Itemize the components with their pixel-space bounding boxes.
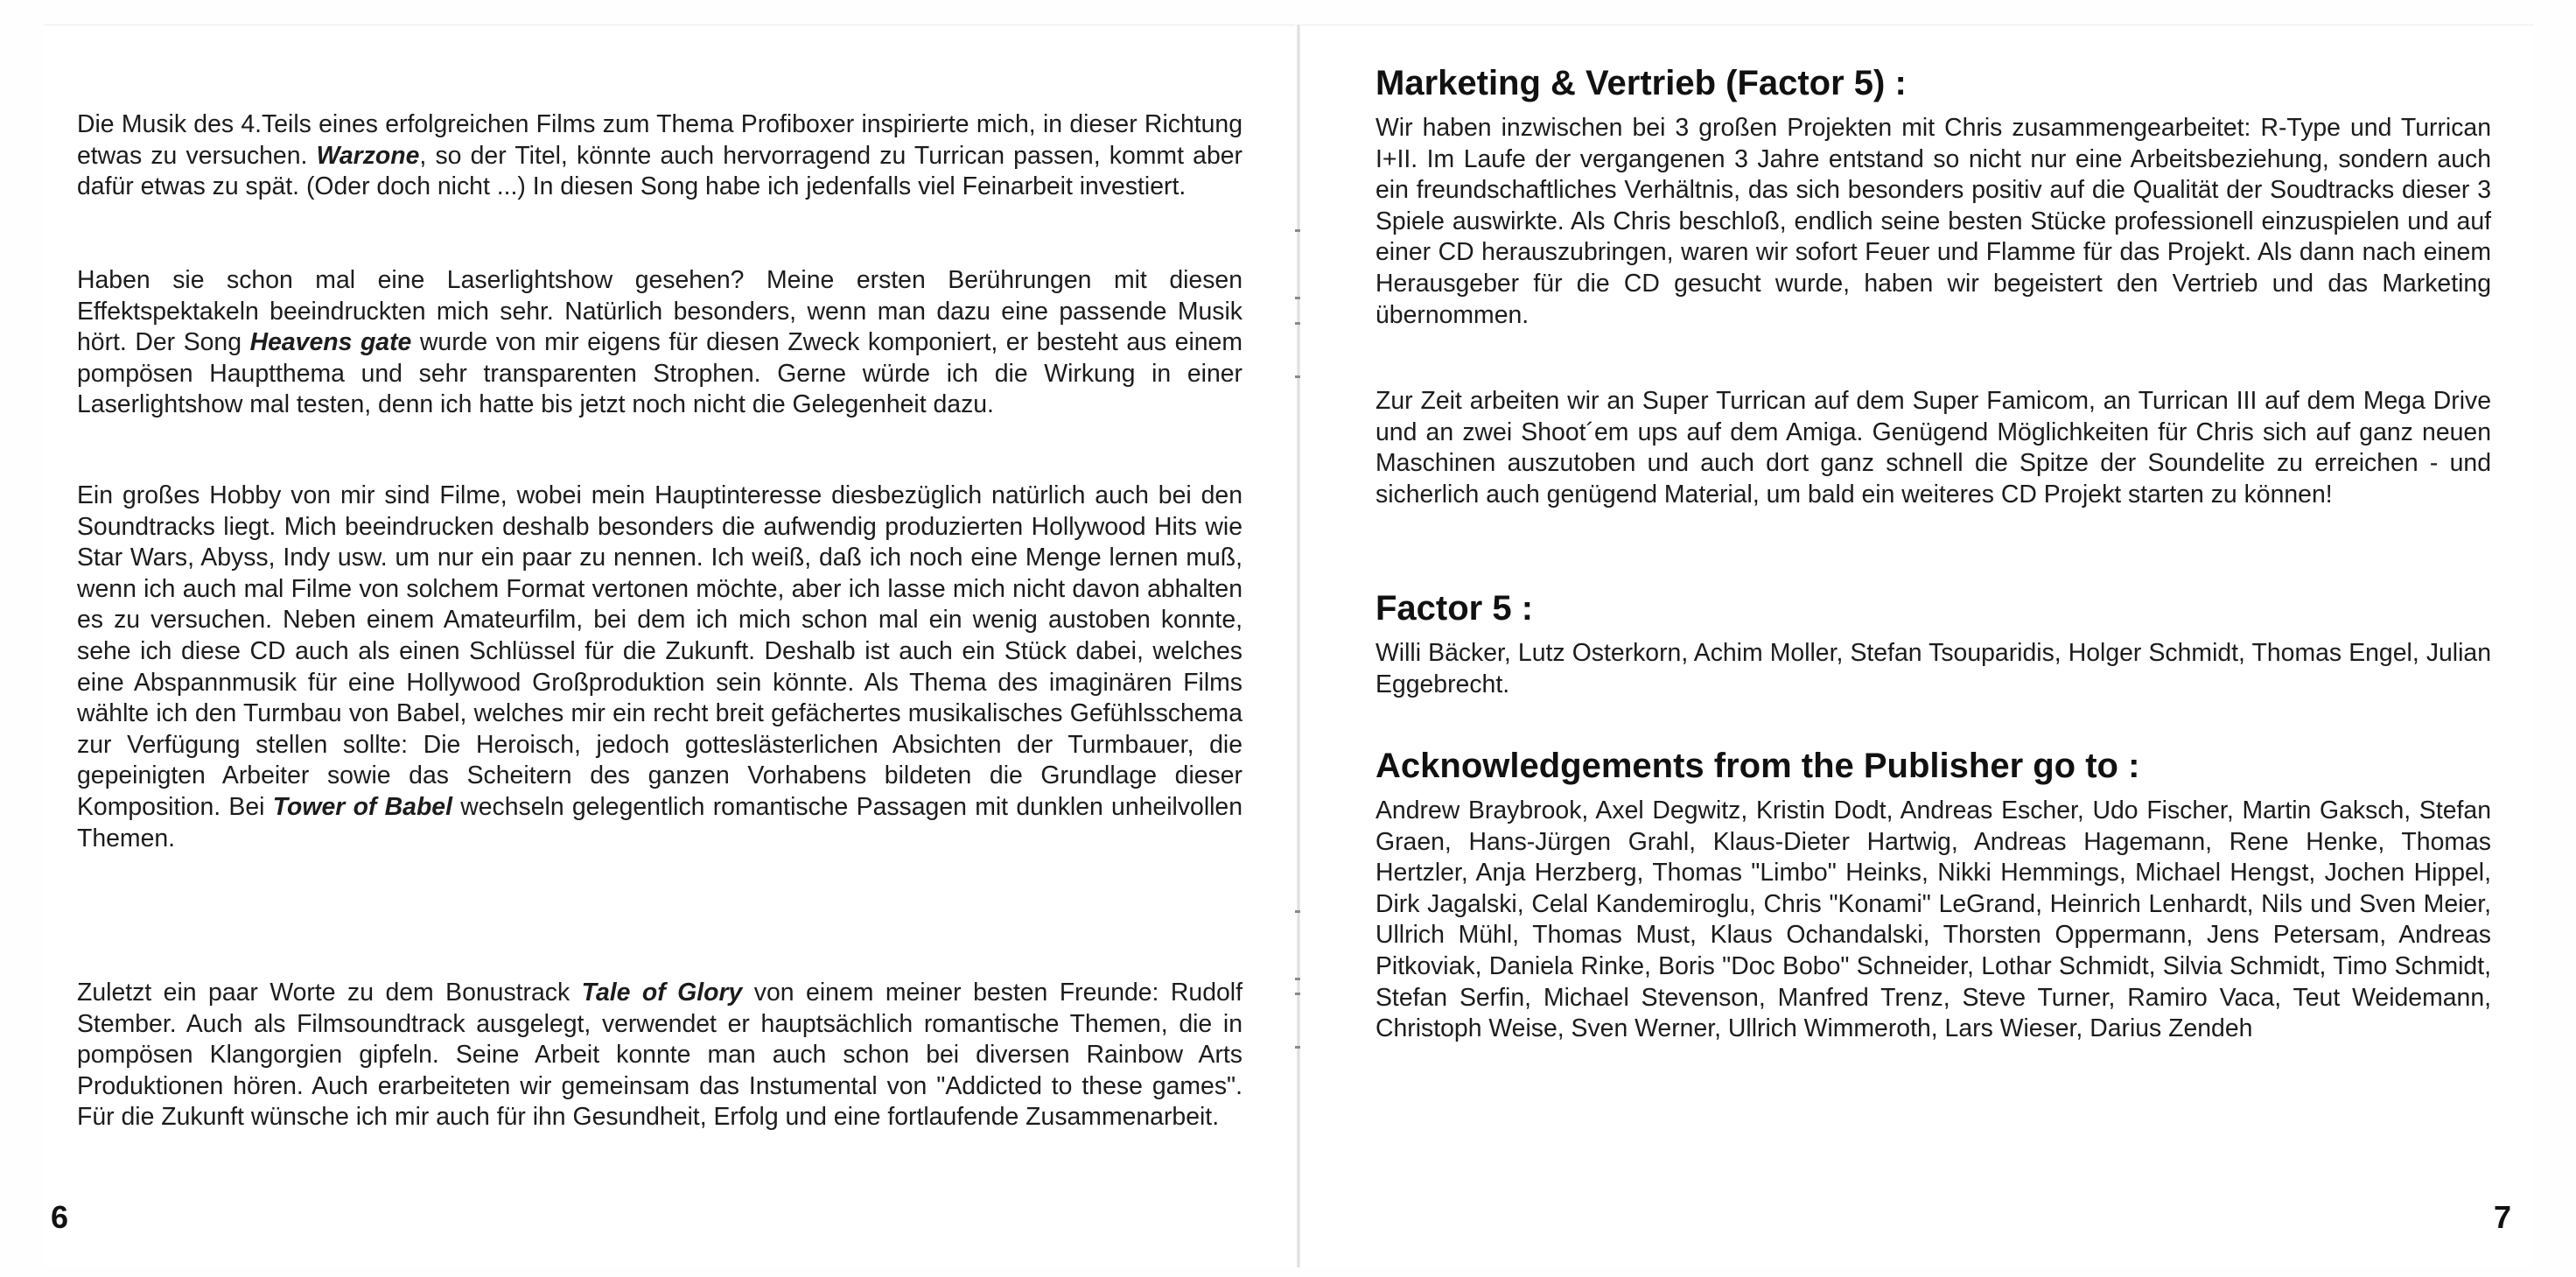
paragraph-factor-5-members: Willi Bäcker, Lutz Osterkorn, Achim Moller, Stefan Tsouparidis, Holger Schmidt, Thomas Engel, Julian Eggebrecht. bbox=[1376, 639, 2491, 698]
text-run: wechseln gelegentlich romantische Passagen mit dunklen unheilvollen Themen. bbox=[77, 792, 1243, 853]
text-run: Haben sie schon mal eine Laserlightshow gesehen? Meine ersten Berührungen mit diesen Effektspektakeln beeindruckten mich sehr. Natürlich besonders, wenn man dazu eine passende Musik hört. Der Song bbox=[77, 266, 1242, 357]
song-title-tale-of-glory: Tale of Glory bbox=[581, 979, 743, 1007]
page-number-right: 7 bbox=[2494, 1199, 2512, 1235]
text-run: Zuletzt ein paar Worte zu dem Bonustrack bbox=[77, 979, 582, 1007]
song-title-heavens-gate: Heavens gate bbox=[249, 328, 412, 357]
text-run: wurde von mir eigens für diesen Zweck komponiert, er besteht aus einem pompösen Hauptthema und sehr transparenten Strophen. Gerne würde ich die Wirkung in einer Laserlightshow mal testen, denn ich hatte bis jetzt noch nicht die Gelegenheit dazu. bbox=[77, 328, 1242, 419]
paragraph-marketing-2: Zur Zeit arbeiten wir an Super Turrican auf dem Super Famicom, an Turrican III auf dem Mega Drive und an zwei Shoot´em ups auf dem Amiga. Genügend Möglichkeiten für Chris sich auf ganz neuen Maschinen auszutoben und auch dort ganz schnell die Spitze der Soundelite zu erreichen - und sicherlich auch genügend Material, um bald ein weiteres CD Projekt starten zu können! bbox=[1376, 387, 2491, 509]
song-title-warzone: Warzone bbox=[316, 141, 420, 170]
paragraph-tale-of-glory bbox=[77, 978, 1242, 1133]
heading-acknowledgements: Acknowledgements from the Publisher go to : bbox=[1376, 747, 2140, 785]
paragraph-marketing-1: Wir haben inzwischen bei 3 großen Projekten mit Chris zusammengearbeitet: R-Type und Turrican I+II. Im Laufe der vergangenen 3 Jahre entstand so nicht nur eine Arbeitsbeziehung, sondern auch ein freundschaftliches Verhältnis, das sich besonders positiv auf die Qualität der Soudtracks dieser 3 Spiele auswirkte. Als Chris beschloß, endlich seine besten Stücke professionell einzuspielen und auf einer CD herauszubringen, waren wir sofort Feuer und Flamme für das Projekt. Als dann nach einem Herausgeber für die CD gesucht wurde, haben wir begeistert den Vertrieb und das Marketing übernommen. bbox=[1376, 114, 2491, 329]
paragraph-heavens-gate bbox=[77, 265, 1242, 421]
paragraph-tower-of-babel bbox=[77, 481, 1242, 854]
heading-marketing: Marketing & Vertrieb (Factor 5) : bbox=[1376, 64, 1907, 102]
heading-factor-5: Factor 5 : bbox=[1376, 589, 1534, 628]
text-run: Ein großes Hobby von mir sind Filme, wobei mein Hauptinteresse diesbezüglich natürlich auch bei den Soundtracks liegt. Mich beeindrucken deshalb besonders die aufwendig produzierten Hollywood Hits wie Star Wars, Abyss, Indy usw. um nur ein paar zu nennen. Ich weiß, daß ich noch eine Menge lernen muß, wenn ich auch mal Filme von solchem Format vertonen möchte, aber ich lasse mich nicht davon abhalten es zu versuchen. Neben einem Amateurfilm, bei dem ich mich schon mal ein wenig austoben konnte, sehe ich diese CD auch als einen Schlüssel für die Zukunft. Deshalb ist auch ein Stück dabei, welches eine Abspannmusik für eine Hollywood Großproduktion sein könnte. Als Thema des imaginären Films wählte ich den Turmbau von Babel, welches mir ein recht breit gefächertes musikalisches Gefühlsschema zur Verfügung stellen sollte: Die Heroisch, jedoch gotteslästerlichen Absichten der Turmbauer, die gepeinigten Arbeiter sowie das Scheitern des ganzen Vorhabens bildeten die Grundlage dieser Komposition. Bei bbox=[77, 481, 1242, 821]
left-page bbox=[44, 25, 1295, 1267]
text-run: von einem meiner besten Freunde: Rudolf Stember. Auch als Filmsoundtrack ausgelegt, verwendet er hauptsächlich romantische Themen, die in pompösen Klangorgien gipfeln. Seine Arbeit konnte man auch schon bei diversen Rainbow Arts Produktionen hören. Auch erarbeiteten wir gemeinsam das Instumental von "Addicted to these games". Für die Zukunft wünsche ich mir auch für ihn Gesundheit, Erfolg und eine fortlaufende Zusammenarbeit. bbox=[77, 979, 1242, 1132]
paragraph-acknowledgements: Andrew Braybrook, Axel Degwitz, Kristin Dodt, Andreas Escher, Udo Fischer, Martin Gaksch, Stefan Graen, Hans-Jürgen Grahl, Klaus-Dieter Hartwig, Andreas Hagemann, Rene Henke, Thomas Hertzler, Anja Herzberg, Thomas "Limbo" Heinks, Nikki Hemmings, Michael Hengst, Jochen Hippel, Dirk Jagalski, Celal Kandemiroglu, Chris "Konami" LeGrand, Heinrich Lenhardt, Nils und Sven Meier, Ullrich Mühl, Thomas Must, Klaus Ochandalski, Thorsten Oppermann, Jens Petersam, Andreas Pitkoviak, Daniela Rinke, Boris "Doc Bobo" Schneider, Lothar Schmidt, Silvia Schmidt, Timo Schmidt, Stefan Serfin, Michael Stevenson, Manfred Trenz, Steve Turner, Ramiro Vaca, Teut Weidemann, Christoph Weise, Sven Werner, Ullrich Wimmeroth, Lars Wieser, Darius Zendeh bbox=[1376, 796, 2491, 1043]
right-page bbox=[1300, 25, 2534, 1267]
song-title-tower-of-babel: Tower of Babel bbox=[272, 792, 452, 821]
text-run: Die Musik des 4.Teils eines erfolgreichen Films zum Thema Profiboxer inspirierte mich, in dieser Richtung etwas zu versuchen. bbox=[77, 110, 1242, 170]
text-run: , so der Titel, könnte auch hervorragend zu Turrican passen, kommt aber dafür etwas zu spät. (Oder doch nicht ...) In diesen Song habe ich jedenfalls viel Feinarbeit investiert. bbox=[77, 141, 1242, 201]
paragraph-warzone bbox=[77, 109, 1242, 203]
page-number-left: 6 bbox=[51, 1199, 69, 1235]
